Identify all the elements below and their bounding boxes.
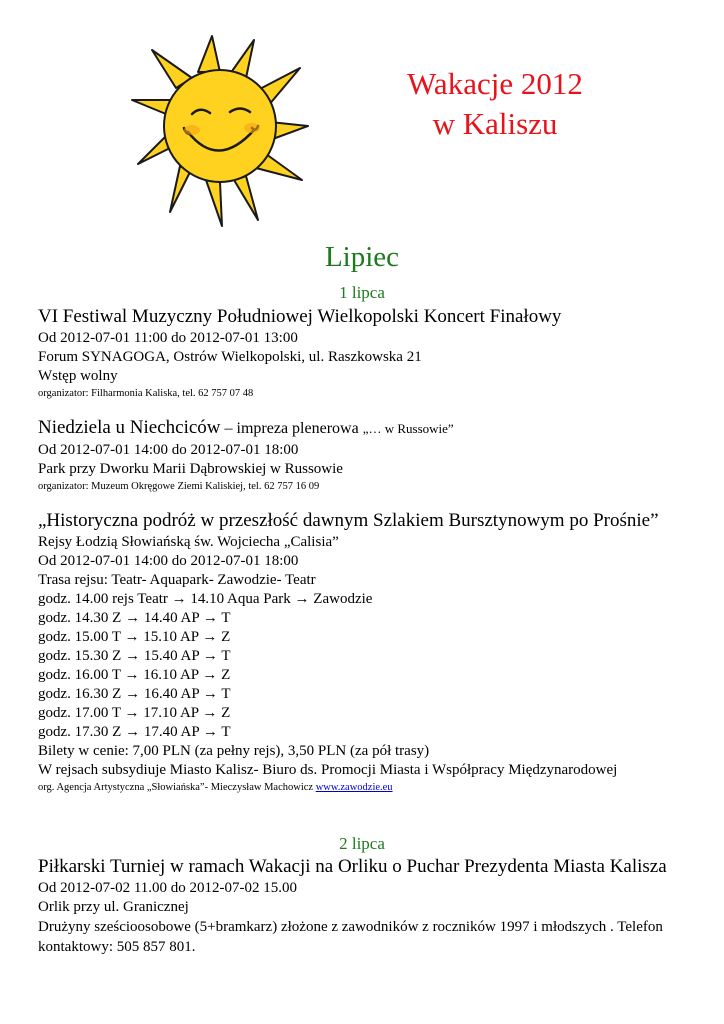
event-line: Park przy Dworku Marii Dąbrowskiej w Russowie [38, 461, 343, 477]
event-organizer [38, 780, 688, 796]
event-line: Forum SYNAGOGA, Ostrów Wielkopolski, ul. Raszkowska 21 [38, 349, 422, 365]
event-line: godz. 17.30 Z → 17.40 AP → T [38, 724, 231, 740]
event-block [38, 305, 688, 402]
event-line: godz. 14.30 Z → 14.40 AP → T [38, 610, 231, 626]
event-line: Trasa rejsu: Teatr- Aquapark- Zawodzie- Teatr [38, 572, 316, 588]
event-line: godz. 16.00 T → 16.10 AP → Z [38, 667, 231, 683]
title-line-2: w Kaliszu [432, 106, 558, 141]
event-title-note: „… w Russowie” [362, 421, 454, 436]
event-title: Piłkarski Turniej w ramach Wakacji na Orliku o Puchar Prezydenta Miasta Kalisza [38, 856, 667, 877]
event-organizer: organizator: Muzeum Okręgowe Ziemi Kaliskiej, tel. 62 757 16 09 [38, 481, 320, 492]
event-block [38, 855, 688, 957]
event-title [38, 416, 688, 441]
sun-illustration [130, 30, 310, 230]
event-line: Od 2012-07-02 11.00 do 2012-07-02 15.00 [38, 880, 298, 896]
organizer-text: org. Agencja Artystyczna „Słowiańska”- Mieczysław Machowicz [38, 782, 316, 793]
event-paragraph: Drużyny sześcioosobowe (5+bramkarz) złożone z zawodników z roczników 1997 i młodszych . Telefon kontaktowy: 505 857 801. [38, 919, 663, 955]
day-heading: 1 lipca [339, 283, 385, 302]
event-line: godz. 14.00 rejs Teatr → 14.10 Aqua Park → Zawodzie [38, 591, 373, 607]
event-line: godz. 16.30 Z → 16.40 AP → T [38, 686, 231, 702]
month-heading: Lipiec [324, 241, 400, 273]
event-line: Wstęp wolny [38, 368, 118, 384]
event-title: „Historyczna podróż w przeszłość dawnym Szlakiem Bursztynowym po Prośnie” [38, 510, 659, 531]
event-line: Od 2012-07-01 11:00 do 2012-07-01 13:00 [38, 330, 298, 346]
event-line: godz. 17.00 T → 17.10 AP → Z [38, 705, 231, 721]
event-title-main: Niedziela u Niechciców [38, 417, 221, 438]
event-line: Orlik przy ul. Granicznej [38, 899, 189, 915]
page-title [360, 64, 630, 144]
event-organizer: organizator: Filharmonia Kaliska, tel. 62 757 07 48 [38, 388, 254, 399]
event-line: Od 2012-07-01 14:00 do 2012-07-01 18:00 [38, 553, 299, 569]
event-line: Bilety w cenie: 7,00 PLN (za pełny rejs), 3,50 PLN (za pół trasy) [38, 743, 430, 759]
event-block [38, 509, 688, 796]
event-line: godz. 15.00 T → 15.10 AP → Z [38, 629, 231, 645]
event-block [38, 416, 688, 495]
event-title-sub: – impreza plenerowa [220, 420, 363, 437]
event-line: Rejsy Łodzią Słowiańską św. Wojciecha „Calisia” [38, 534, 339, 550]
title-line-1: Wakacje 2012 [407, 66, 583, 101]
event-title: VI Festiwal Muzyczny Południowej Wielkopolski Koncert Finałowy [38, 306, 562, 327]
event-line: W rejsach subsydiuje Miasto Kalisz- Biuro ds. Promocji Miasta i Współpracy Międzynarodowej [38, 762, 618, 778]
day-heading: 2 lipca [339, 834, 385, 853]
event-line: Od 2012-07-01 14:00 do 2012-07-01 18:00 [38, 442, 299, 458]
event-line: godz. 15.30 Z → 15.40 AP → T [38, 648, 231, 664]
website-link[interactable]: www.zawodzie.eu [315, 782, 393, 793]
